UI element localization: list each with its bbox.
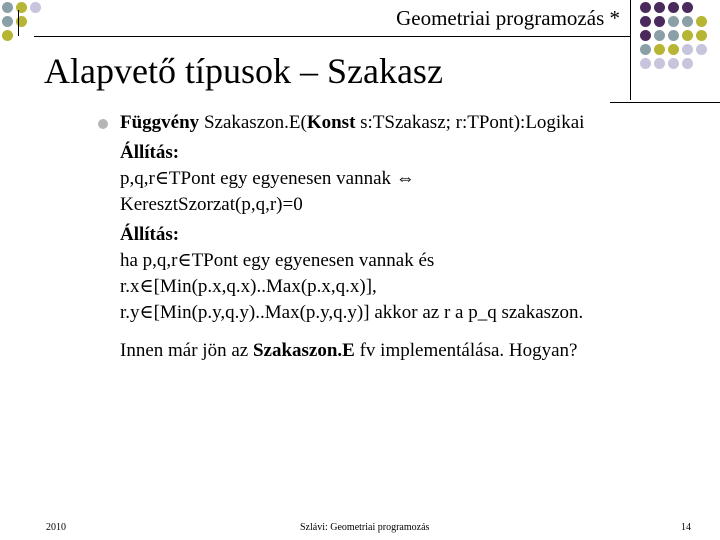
func-params: s:TSzakasz; r:TPont):Logikai — [355, 112, 585, 133]
left-vertical-rule — [18, 10, 19, 36]
decorative-dot — [696, 2, 707, 13]
decorative-dot — [654, 44, 665, 55]
header-vertical-rule — [630, 0, 631, 100]
decorative-dot — [640, 30, 651, 41]
decorative-dot — [668, 2, 679, 13]
decorative-dot — [696, 58, 707, 69]
decorative-dot — [654, 30, 665, 41]
decorative-dot — [682, 58, 693, 69]
decorative-dots-top-right — [640, 2, 707, 69]
claim2-line1: ha p,q,r∈TPont egy egyenesen vannak és — [120, 250, 435, 271]
decorative-dot — [696, 16, 707, 27]
footer-page-number: 14 — [681, 522, 691, 533]
closing-text: Innen már jön az Szakaszon.E fv implementálása. Hogyan? — [120, 340, 578, 361]
decorative-dot — [654, 2, 665, 13]
decorative-dot — [2, 16, 13, 27]
decorative-dot — [668, 58, 679, 69]
footer-year: 2010 — [46, 522, 66, 533]
claim2-line2: r.x∈[Min(p.x,q.x)..Max(p.x,q.x)], — [120, 276, 377, 297]
bullet-icon — [98, 119, 108, 129]
header-divider-right — [610, 102, 720, 103]
header-divider — [34, 36, 630, 37]
decorative-dot — [682, 44, 693, 55]
claim2-line3: r.y∈[Min(p.y,q.y)..Max(p.y,q.y)] akkor az r a p_q szakaszon. — [120, 302, 584, 323]
decorative-dot — [696, 30, 707, 41]
decorative-dot — [2, 2, 13, 13]
func-name: Szakaszon.E( — [199, 112, 307, 133]
decorative-dot — [640, 16, 651, 27]
decorative-dot — [640, 44, 651, 55]
header-title: Geometriai programozás * — [396, 6, 620, 30]
decorative-dot — [654, 58, 665, 69]
decorative-dot — [30, 16, 41, 27]
footer-center: Szlávi: Geometriai programozás — [300, 522, 430, 533]
func-keyword: Függvény — [120, 112, 200, 133]
decorative-dot — [682, 16, 693, 27]
decorative-dot — [668, 16, 679, 27]
decorative-dot — [640, 2, 651, 13]
decorative-dot — [682, 2, 693, 13]
function-signature — [120, 110, 710, 136]
decorative-dot — [668, 44, 679, 55]
closing-bold: Szakaszon.E — [252, 340, 355, 361]
decorative-dot — [696, 44, 707, 55]
decorative-dot — [682, 30, 693, 41]
claim1-line1: p,q,r∈TPont egy egyenesen vannak ⇔ — [120, 168, 415, 189]
claim2-label: Állítás: — [120, 224, 180, 245]
decorative-dot — [640, 58, 651, 69]
konst-keyword: Konst — [306, 112, 356, 133]
slide-body — [120, 110, 710, 364]
claim1-line2: KeresztSzorzat(p,q,r)=0 — [120, 194, 303, 215]
claim1-label: Állítás: — [120, 142, 180, 163]
decorative-dot — [654, 16, 665, 27]
decorative-dot — [2, 30, 13, 41]
slide-title: Alapvető típusok – Szakasz — [44, 51, 443, 91]
decorative-dot — [668, 30, 679, 41]
decorative-dot — [30, 2, 41, 13]
